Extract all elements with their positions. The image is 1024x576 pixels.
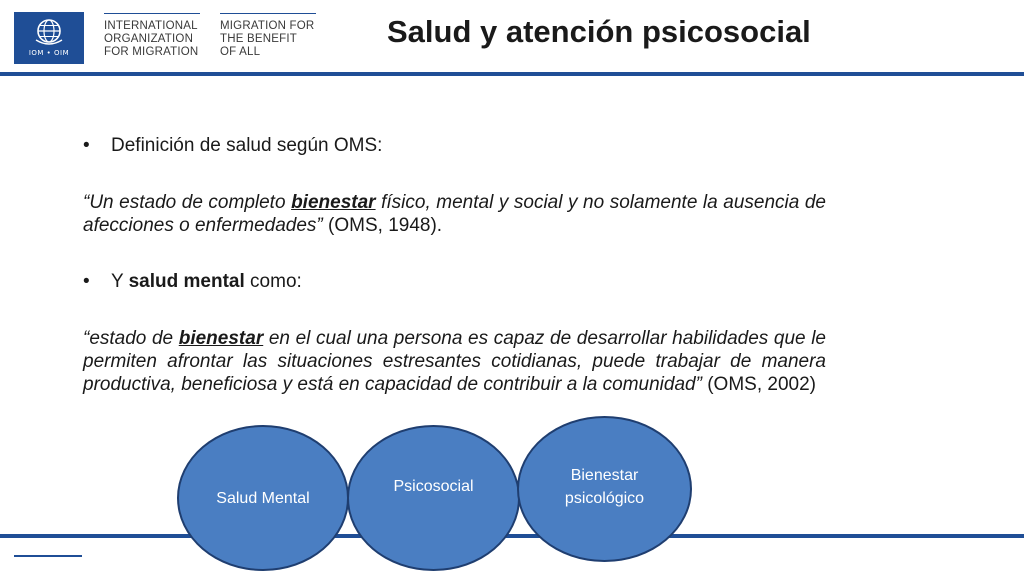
circle-salud-mental <box>177 425 349 571</box>
org-rule <box>104 13 200 14</box>
bullet-text: como: <box>244 271 302 292</box>
org-name-line: FOR MIGRATION <box>104 46 199 58</box>
org-name <box>104 20 204 59</box>
iom-logo <box>14 12 84 64</box>
citation: (OMS, 2002) <box>701 374 816 395</box>
bullet-dot: • <box>83 135 90 156</box>
bullet-dot: • <box>83 271 90 292</box>
keyword-bienestar: bienestar <box>291 192 376 213</box>
slide-header <box>0 0 1024 76</box>
keyword-bienestar: bienestar <box>178 328 264 349</box>
citation: (OMS, 1948). <box>322 215 443 236</box>
header-divider <box>0 72 1024 76</box>
circle-label: Bienestar psicológico <box>564 467 645 507</box>
quote-text: “Un estado de completo <box>83 192 292 213</box>
org-rule <box>220 13 316 14</box>
circle-label: Salud Mental <box>216 489 310 507</box>
bullet-bold-text: salud mental <box>128 271 245 292</box>
org-name-line: ORGANIZATION <box>104 33 194 45</box>
bullet-text: Y <box>111 271 129 292</box>
footer-divider <box>0 534 1024 538</box>
bullet-item <box>83 270 302 293</box>
globe-icon <box>34 18 64 46</box>
circle-label: Psicosocial <box>393 477 474 495</box>
bullet-item <box>83 134 382 157</box>
quote-text: físico, mental y social y no solamente la ausencia de afecciones o enfermedades” <box>83 192 826 236</box>
org-name-line: INTERNATIONAL <box>104 20 198 32</box>
slide-title: Salud y atención psicosocial <box>387 14 811 49</box>
org-motto-line: OF ALL <box>220 46 261 58</box>
quote-text: en el cual una persona es capaz de desarrollar habilidades que le permiten afrontar las situaciones estresantes cotidianas, puede trabajar de manera productiva, beneficiosa y está en capacidad de contribuir a la comunidad” <box>83 328 826 395</box>
org-motto-line: THE BENEFIT <box>220 33 297 45</box>
footer-mark <box>14 555 82 557</box>
org-motto-line: MIGRATION FOR <box>220 20 315 32</box>
circle-bienestar-psicologico <box>517 416 692 562</box>
org-motto <box>220 20 320 59</box>
who-health-definition <box>83 191 826 237</box>
logo-caption: IOM • OIM <box>28 49 70 57</box>
who-mental-health-definition <box>83 327 826 396</box>
quote-text: “estado de <box>83 328 179 349</box>
circle-psicosocial <box>347 425 520 571</box>
bullet-text: Definición de salud según OMS: <box>111 135 383 156</box>
